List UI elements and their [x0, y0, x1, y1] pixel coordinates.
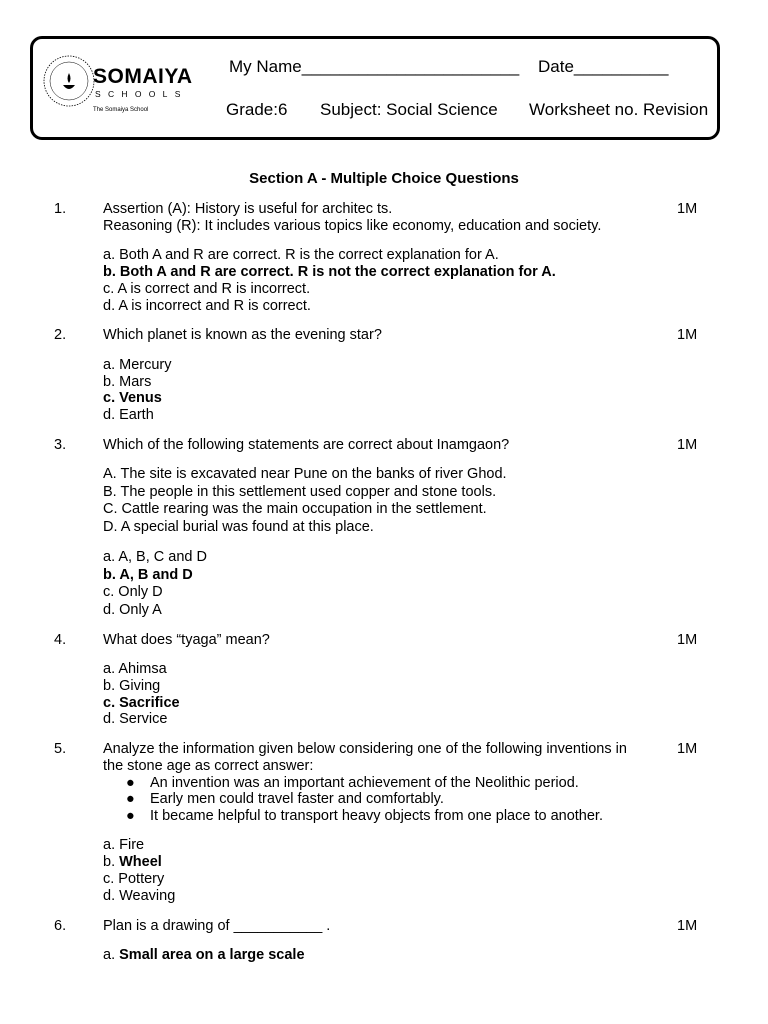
section-title: Section A - Multiple Choice Questions [249, 170, 519, 187]
option-correct: b. A, B and D [103, 567, 193, 583]
question-marks: 1M [677, 741, 698, 757]
option: c. Only D [103, 584, 163, 600]
question-text: Plan is a drawing of ___________ . [103, 918, 331, 934]
option: d. Service [103, 711, 168, 727]
name-field: My Name_______________________ [229, 57, 520, 76]
question-text: Which of the following statements are correct about Inamgaon? [103, 437, 510, 453]
worksheet-label: Worksheet no. Revision [529, 100, 709, 119]
option-correct [103, 947, 305, 964]
bullet-icon: ● [126, 808, 135, 824]
question-number: 4. [54, 632, 67, 648]
option-correct: c. Venus [103, 390, 162, 406]
question-marks: 1M [677, 918, 698, 934]
somaiya-seal-icon [41, 53, 97, 109]
question-text: Which planet is known as the evening star? [103, 327, 382, 343]
option-correct [103, 854, 162, 871]
bullet-icon: ● [126, 775, 135, 791]
option-correct: b. Both A and R are correct. R is not the correct explanation for A. [103, 264, 556, 280]
question-number: 3. [54, 437, 67, 453]
subject-label: Subject: Social Science [320, 100, 498, 119]
question-marks: 1M [677, 201, 698, 217]
option-letter: b. [103, 854, 116, 870]
statement: A. The site is excavated near Pune on the banks of river Ghod. [103, 466, 507, 482]
option: b. Mars [103, 374, 152, 390]
option: d. Only A [103, 602, 162, 618]
question-number: 6. [54, 918, 67, 934]
statement: B. The people in this settlement used copper and stone tools. [103, 484, 497, 500]
question-text-2: Reasoning (R): It includes various topics like economy, education and society. [103, 218, 602, 234]
question-marks: 1M [677, 437, 698, 453]
question-text: What does “tyaga” mean? [103, 632, 270, 648]
option: c. Pottery [103, 871, 165, 887]
statement: C. Cattle rearing was the main occupation in the settlement. [103, 501, 487, 517]
question-text: Assertion (A): History is useful for architec ts. [103, 201, 393, 217]
option-letter: a. [103, 947, 116, 963]
option: d. A is incorrect and R is correct. [103, 298, 311, 314]
option: a. A, B, C and D [103, 549, 207, 565]
option: c. A is correct and R is incorrect. [103, 281, 311, 297]
logo-tagline: The Somaiya School [93, 107, 149, 113]
option-correct: c. Sacrifice [103, 695, 180, 711]
option: d. Weaving [103, 888, 176, 904]
question-number: 2. [54, 327, 67, 343]
option: a. Both A and R are correct. R is the correct explanation for A. [103, 247, 499, 263]
question-text-2: the stone age as correct answer: [103, 758, 314, 774]
option: a. Ahimsa [103, 661, 167, 677]
option-answer: Wheel [119, 854, 162, 870]
worksheet-header [30, 36, 720, 140]
option: a. Fire [103, 837, 145, 853]
option: d. Earth [103, 407, 154, 423]
bullet-item: It became helpful to transport heavy objects from one place to another. [150, 808, 603, 824]
bullet-item: Early men could travel faster and comfortably. [150, 791, 444, 807]
bullet-item: An invention was an important achievement of the Neolithic period. [150, 775, 579, 791]
logo-subtitle: SCHOOLS [95, 89, 188, 99]
question-marks: 1M [677, 327, 698, 343]
question-number: 5. [54, 741, 67, 757]
statement: D. A special burial was found at this place. [103, 519, 374, 535]
question-number: 1. [54, 201, 67, 217]
date-field: Date__________ [538, 57, 669, 76]
logo-name: SOMAIYA [93, 65, 193, 88]
question-text: Analyze the information given below considering one of the following inventions in [103, 741, 627, 757]
grade-label: Grade:6 [226, 100, 288, 119]
option: b. Giving [103, 678, 161, 694]
option: a. Mercury [103, 357, 172, 373]
bullet-icon: ● [126, 791, 135, 807]
question-marks: 1M [677, 632, 698, 648]
option-answer: Small area on a large scale [119, 947, 305, 963]
